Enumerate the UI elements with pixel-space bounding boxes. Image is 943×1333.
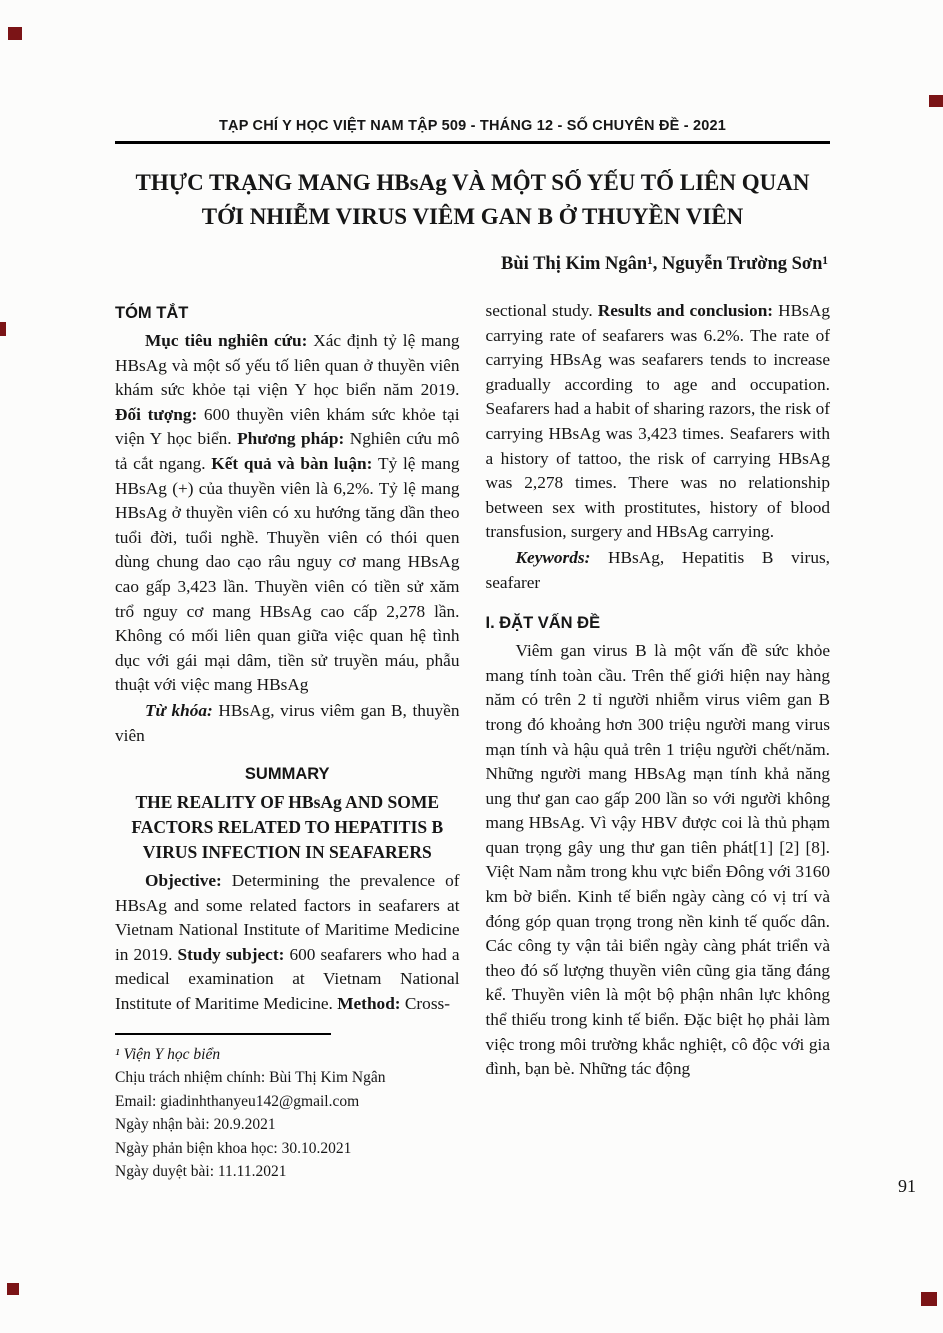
scan-artifact [8,27,22,40]
footnote-block [115,1033,460,1184]
article-title-line1: THỰC TRẠNG MANG HBsAg VÀ MỘT SỐ YẾU TỐ LIÊN QUAN [135,170,810,195]
journal-header: TẠP CHÍ Y HỌC VIỆT NAM TẬP 509 - THÁNG 12 - SỐ CHUYÊN ĐỀ - 2021 [218,118,727,134]
abstract-heading: TÓM TẮT [115,304,189,322]
header-rule [115,141,830,144]
two-column-body [115,299,830,1184]
summary-subtitle: THE REALITY OF HBsAg AND SOME FACTORS RELATED TO HEPATITIS B VIRUS INFECTION IN SEAFARERS [131,792,444,863]
scan-artifact [0,322,6,336]
section1-heading: I. ĐẶT VẤN ĐỀ [485,614,601,633]
footnote-line: Ngày phản biện khoa học: 30.10.2021 [115,1139,352,1157]
right-column [486,299,831,1184]
summary-keywords: Keywords: HBsAg, Hepatitis B virus, seafarer [485,547,831,592]
page-number: 91 [898,1176,916,1196]
footnote-line-email: Email: giadinhthanyeu142@gmail.com [115,1092,360,1110]
summary-paragraph: Objective: Determining the prevalence of HBsAg and some related factors in seafarers at Vietnam National Institute of Maritime Medicine in 2019. Study subject: 600 seafarers who had a medical examination at Vietnam National Institute of Maritime Medicine. Method: Cross- [115,871,460,1014]
footnote-rule [115,1033,331,1035]
footnote-line: Ngày duyệt bài: 11.11.2021 [115,1163,287,1181]
summary-heading: SUMMARY [244,765,330,784]
footnote-line: Chịu trách nhiệm chính: Bùi Thị Kim Ngân [115,1069,386,1087]
abstract-keywords: Từ khóa: HBsAg, virus viêm gan B, thuyền viên [115,700,460,745]
article-title-line2: TỚI NHIỄM VIRUS VIÊM GAN B Ở THUYỀN VIÊN [201,204,744,229]
introduction-paragraph: Viêm gan virus B là một vấn đề sức khỏe mang tính toàn cầu. Trên thế giới hiện nay hàng năm có trên 2 tỉ người nhiễm virus viêm gan B trong đó khoảng hơn 300 triệu người mang virus mạn tính và hậu quả trên 1 triệu người chết/năm. Những người mang HBsAg mạn tính khả năng ung thư gan cao gấp 200 lần so với người không mang HBsAg. Vì vậy HBV được coi là thủ phạm quan trọng gây ung thư gan tiên phát[1] [2] [8]. Việt Nam nằm trong khu vực biển Đông với 3160 km bờ biển. Kinh tế biển ngày càng có vị trí và đóng góp quan trọng trong nền kinh tế quốc dân. Các công ty vận tải biển ngày càng phát triển và theo đó số lượng thuyền viên cũng gia tăng đáng kể. Thuyền viên là một bộ phận nhân lực không thể thiếu trong kinh tế biển. Đặc biệt họ phải làm việc trong môi trường khắc nghiệt, cô độc với gia đình, bạn bè. Những tác động [485,641,830,1079]
footnote-line: Ngày nhận bài: 20.9.2021 [115,1116,276,1134]
footnote-affiliation: ¹ Viện Y học biển [115,1045,221,1063]
abstract-paragraph: Mục tiêu nghiên cứu: Xác định tỷ lệ mang HBsAg và một số yếu tố liên quan ở thuyền viên khám sức khỏe tại viện Y học biển năm 2019. Đối tượng: 600 thuyền viên khám sức khỏe tại viện Y học biển. Phương pháp: Nghiên cứu mô tả cắt ngang. Kết quả và bàn luận: Tỷ lệ mang HBsAg (+) của thuyền viên là 6,2%. Tỷ lệ mang HBsAg ở thuyền viên có xu hướng tăng dần theo tuổi đời, tuổi nghề. Thuyền viên có thói quen dùng chung dao cạo râu nguy cơ mang HBsAg cao gấp 3,423 lần. Thuyền viên có tiền sử xăm trổ nguy cơ mang HBsAg cao cấp 2,278 lần. Không có mối liên quan giữa việc quan hệ tình dục với gái mại dâm, tiền sử truyền máu, phẫu thuật với việc mang HBsAg [115,331,460,695]
content-area [115,118,830,1184]
scan-artifact [7,1283,19,1295]
authors: Bùi Thị Kim Ngân¹, Nguyễn Trường Sơn¹ [501,254,828,274]
article-title [115,166,830,234]
scan-artifact [921,1292,937,1306]
summary-paragraph-continued: sectional study. Results and conclusion: HBsAg carrying rate of seafarers was 6.2%. The rate of carrying HBsAg was seafarers tends to increase gradually according to age and occupation. Seafarers had a habit of sharing razors, the risk of carrying HBsAg was 3,423 times. Seafarers with a history of tattoo, the risk of carrying HBsAg was 2,278 times. There was no relationship between sex with prostitutes, history of blood transfusion, surgery and HBsAg carrying. [485,301,830,542]
scan-artifact [929,95,943,107]
left-column [115,299,460,1184]
